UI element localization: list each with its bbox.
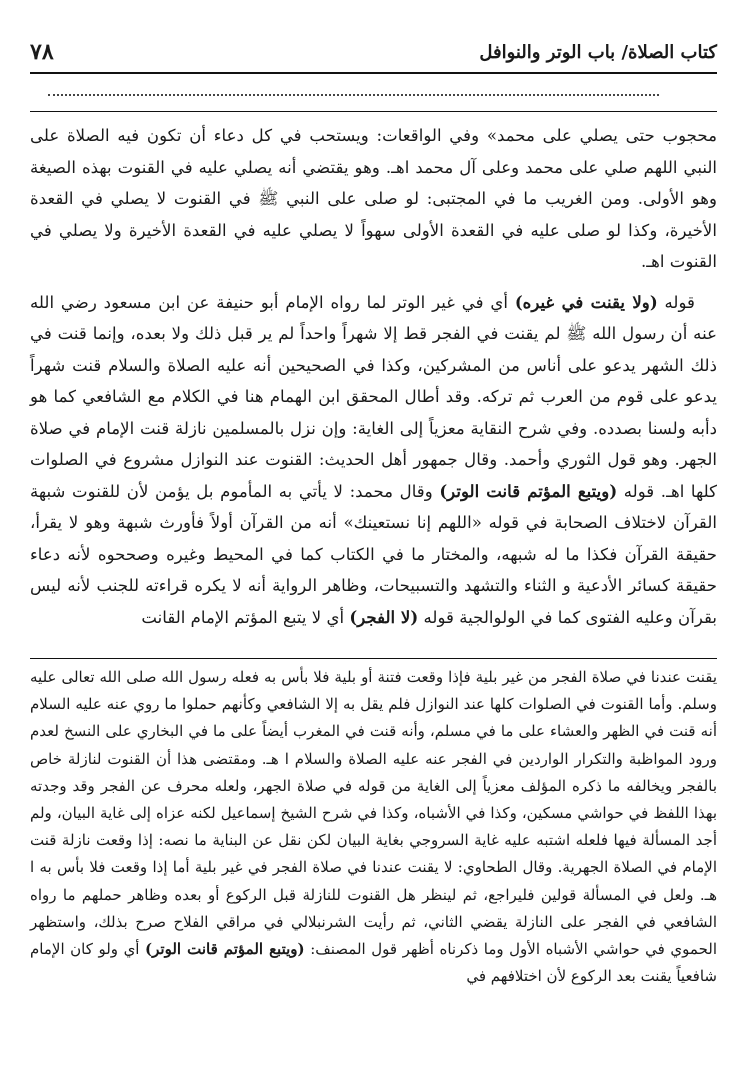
page-number: ٧٨ — [30, 39, 54, 65]
text-segment: قوله — [664, 292, 695, 312]
footnote-commentary — [30, 664, 717, 1078]
matn-quote: (ويتبع المؤتم قانت الوتر) — [439, 480, 618, 501]
text-segment: أي لا يتبع المؤتم الإمام القانت — [141, 607, 345, 627]
main-text — [30, 120, 717, 648]
text-segment: أي ولو كان الإمام شافعياً يقنت بعد الركوع لأن اختلافهم في — [30, 940, 717, 986]
content-rule — [30, 111, 717, 112]
footnote-rule — [30, 658, 717, 659]
main-paragraph-1: محجوب حتى يصلي على محمد» وفي الواقعات: ويستحب في كل دعاء أن تكون فيه الصلاة على النبي اللهم صلي على محمد وعلى آل محمد اهـ. وهو يقتضي أنه يصلي عليه في القنوت بهذه الصيغة وهو الأولى. ومن الغريب ما في المجتبى: لو صلى على النبي ﷺ في القنوت لا يصلي في القعدة الأخيرة، وكذا لو صلى عليه في القعدة الأولى سهواً لا يصلي عليه في القعدة الأخيرة ولا يصلي في القنوت اهـ. — [30, 126, 717, 271]
page-header — [30, 36, 717, 68]
header-rule — [30, 72, 717, 74]
matn-quote: (لا الفجر) — [349, 606, 419, 627]
dotted-separator — [48, 94, 659, 100]
text-segment: يقنت عندنا في صلاة الفجر من غير بلية فإذا وقعت فتنة أو بلية فلا بأس به فعله رسول الله صلى الله تعالى عليه وسلم. وأما القنوت في الصلوات كلها عند النوازل فلم يقل به إلا الشافعي وكأنهم حملوا ما روي عنه عليه السلام أنه قنت في الظهر والعشاء على ما في مسلم، وأنه قنت في المغرب أيضاً على ما في البخاري على النسخ لعدم ورود المواظبة والتكرار الواردين في الفجر عنه عليه الصلاة والسلام ا هـ. ومقتضى هذا أن القنوت لنازلة خاص بالفجر ويخالفه ما ذكره المؤلف معزياً إلى الغاية من قوله في صلاة الجهر، ولعله محرف عن الفجر وقد وجدته بهذا اللفظ في حواشي مسكين، وكذا في الأشباه، وكذا في شرح الشيخ إسماعيل لكنه عزاه إلى غاية البيان، ولم أجد المسألة فيها فلعله اشتبه عليه غاية السروجي بغاية البيان لكن نقل عن البناية ما نصه: إذا وقعت نازلة قنت الإمام في الصلاة الجهرية. وقال الطحاوي: لا يقنت عندنا في صلاة الفجر في غير بلية أما إذا وقعت فلا بأس به ا هـ. ولعل في المسألة قولين فليراجع، ثم لينظر هل القنوت للنازلة قبل الركوع أو بعده وظاهر حملهم ما رواه الشافعي في الفجر على النازلة يقضي الثاني، ثم رأيت الشرنبلالي في مراقي الفلاح صرح بذلك، واستظهر الحموي في حواشي الأشباه الأول وما ذكرناه أظهر قول المصنف: — [30, 668, 717, 959]
matn-quote: (ولا يقنت في غيره) — [514, 291, 658, 312]
footnote-paragraph — [30, 664, 717, 990]
running-title: كتاب الصلاة/ باب الوتر والنوافل — [479, 41, 717, 63]
text-segment: وقال محمد: لا يأتي به المأموم بل يؤمن لأن للقنوت شبهة القرآن لاختلاف الصحابة في قوله «اللهم إنا نستعينك» أنه من القرآن أولاً فأورث شبهة وهو لا يقرأ، حقيقة القرآن فكذا ما له شبهه، والمختار ما في الكتاب كما في المحيط وغيره وصححوه لأنه دعاء حقيقة كسائر الأدعية و الثناء والتشهد والتسبيحات، وظاهر الرواية أنه لا يكره قراءته للجنب لأنه ليس بقرآن وعليه الفتوى كما في الولوالجية قوله — [30, 481, 717, 627]
matn-quote: (ويتبع المؤتم قانت الوتر) — [145, 940, 305, 959]
main-paragraph-2 — [30, 287, 717, 634]
text-segment: أي في غير الوتر لما رواه الإمام أبو حنيفة عن ابن مسعود رضي الله عنه أن رسول الله ﷺ لم يقنت في الفجر قط إلا شهراً واحداً لم ير قبل ذلك ولا بعده، وإنما قنت في ذلك الشهر يدعو على أناس من المشركين، وكذا في الصحيحين أنه عليه الصلاة والسلام قنت شهراً يدعو على قوم من العرب ثم تركه. وقد أطال المحقق ابن الهمام هنا في الكلام مع الشافعي كما هو دأبه ولسنا بصدده. وفي شرح النقاية معزياً إلى الغاية: وإن نزل بالمسلمين نازلة قنت الإمام في صلاة الجهر. وهو قول الثوري وأحمد. وقال جمهور أهل الحديث: القنوت عند النوازل مشروع في الصلوات كلها اهـ. قوله — [30, 292, 717, 501]
